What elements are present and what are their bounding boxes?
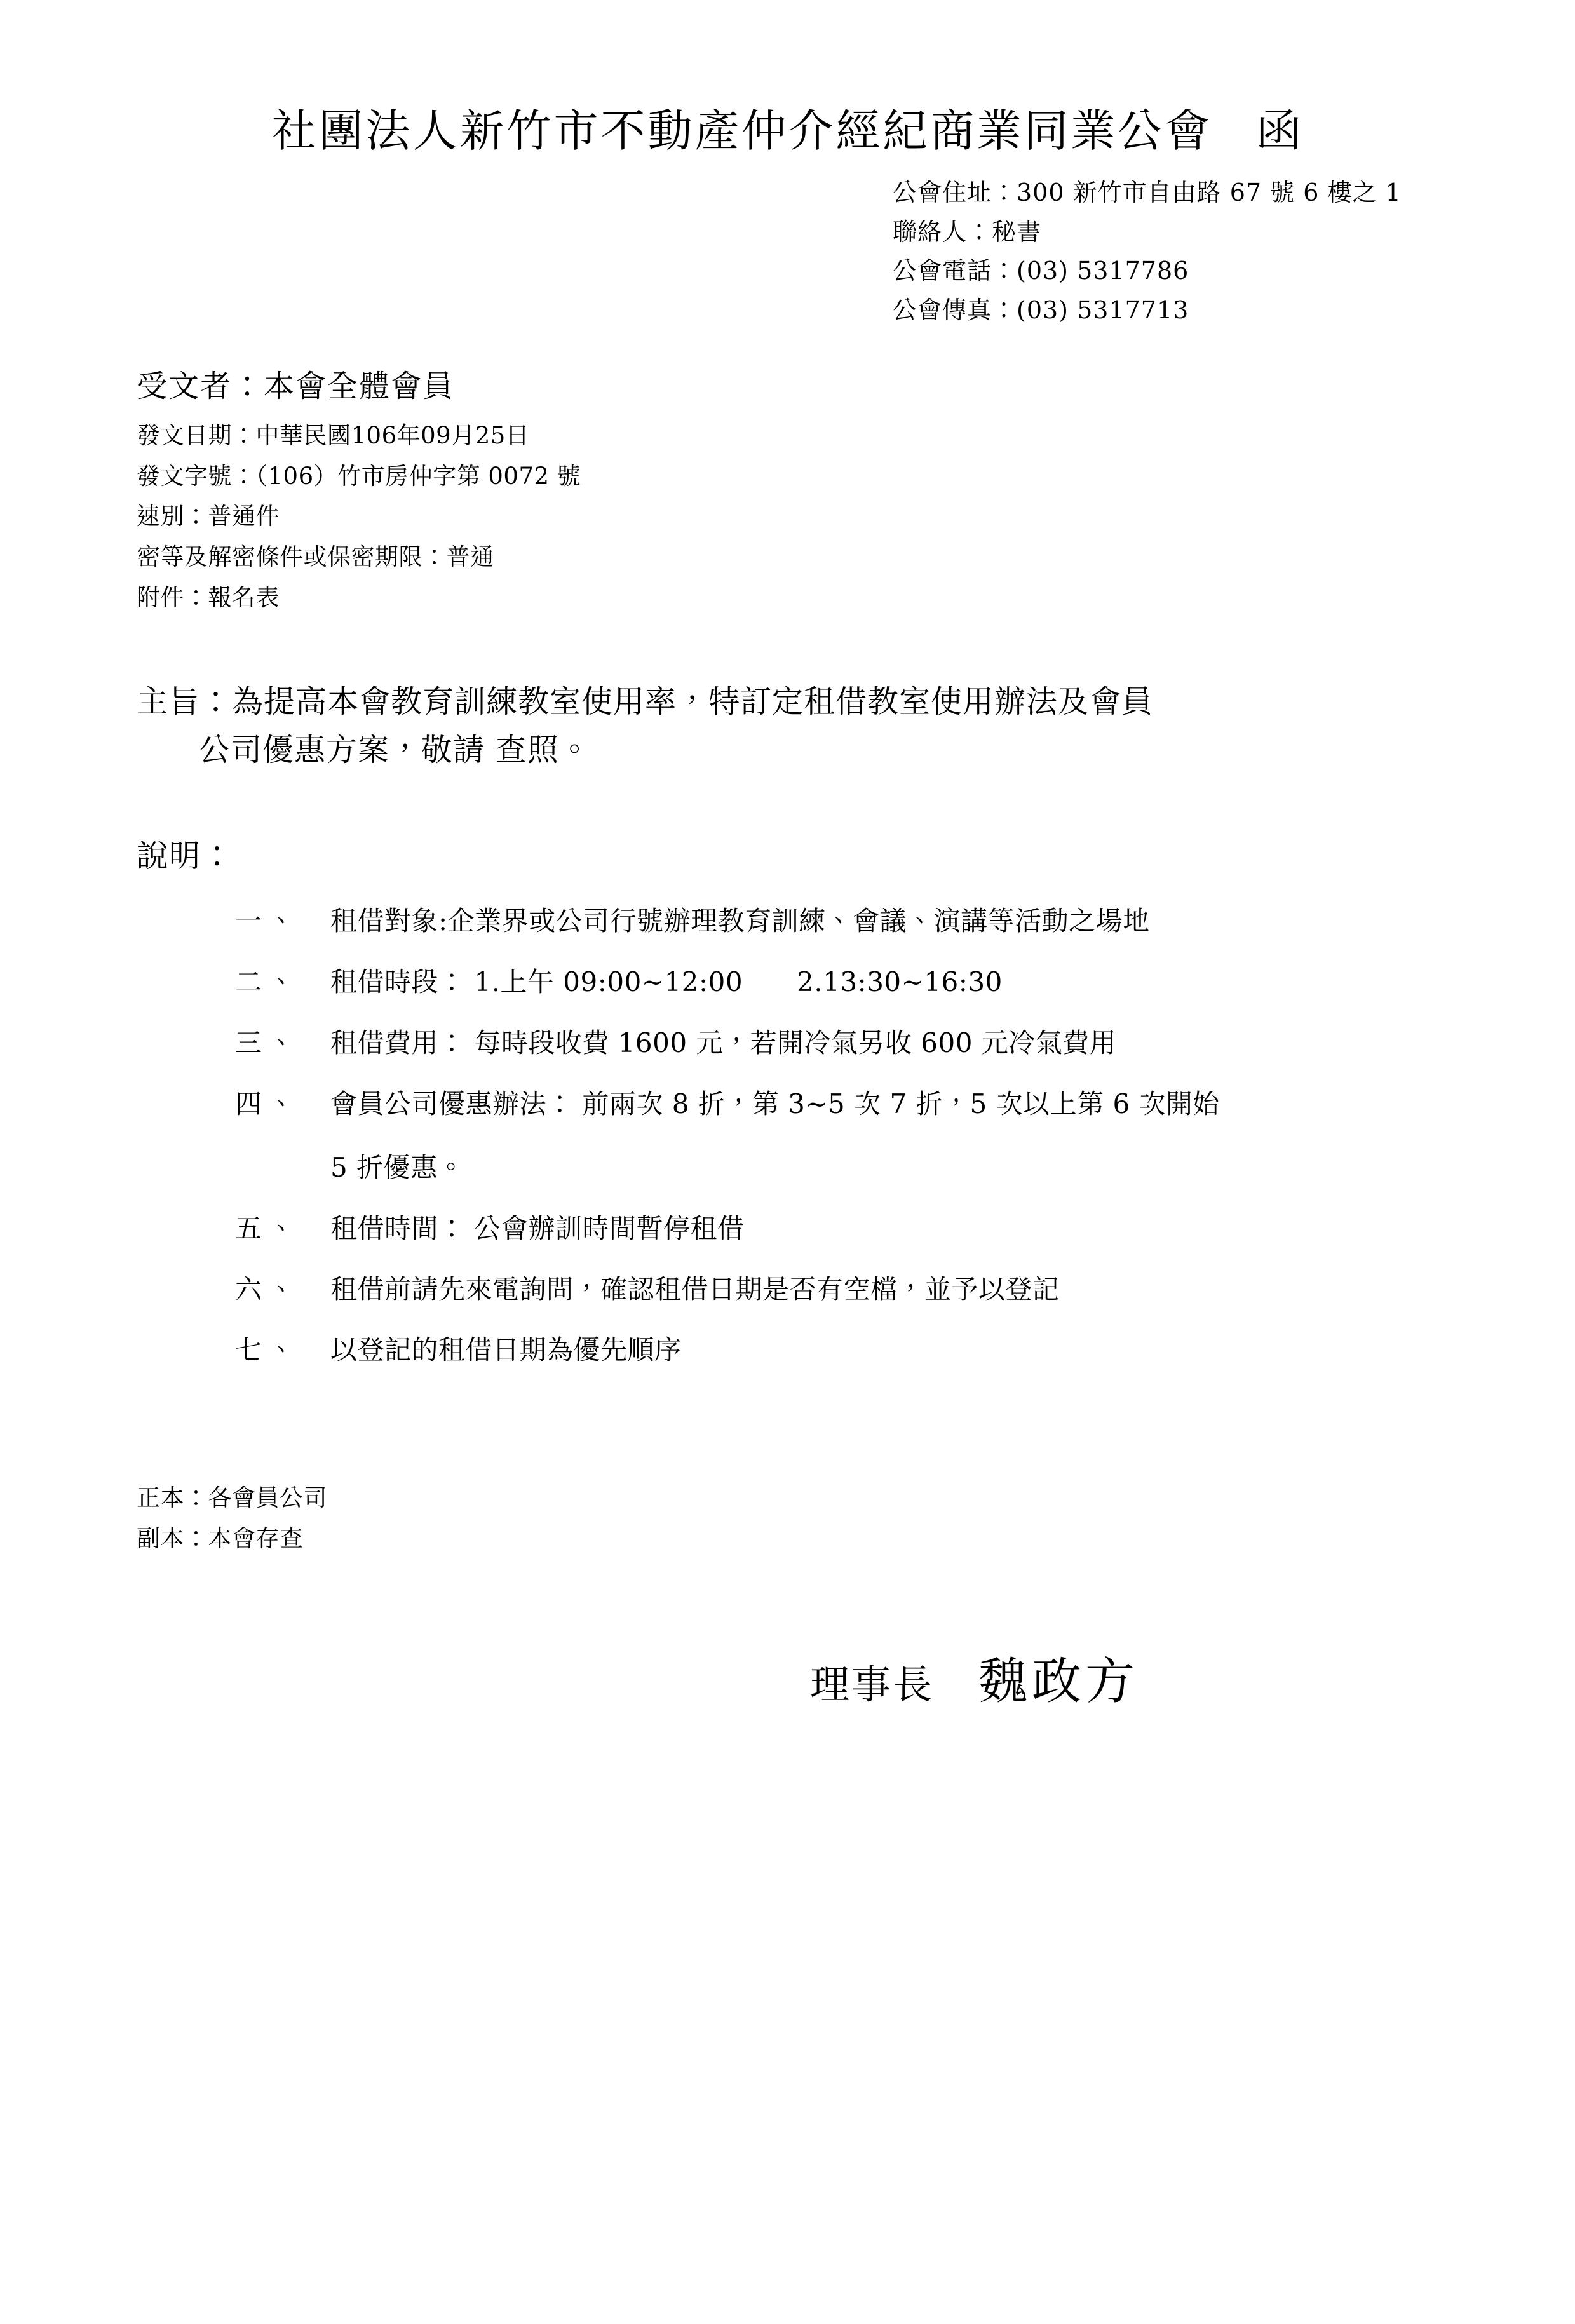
subject-text-1: 為提高本會教育訓練教室使用率，特訂定租借教室使用辦法及會員 [232, 684, 1154, 720]
document-kind: 函 [1256, 105, 1304, 157]
signature-block [810, 1642, 1438, 1713]
signature-title: 理事長 [810, 1661, 935, 1708]
document-meta [137, 415, 1438, 618]
list-item-text: 租借前請先來電詢問，確認租借日期是否有空檔，並予以登記 [330, 1273, 1060, 1305]
subject-section [137, 678, 1438, 774]
meta-issue-date: 發文日期：中華民國106年09月25日 [137, 422, 530, 450]
list-item [235, 1264, 1438, 1316]
list-item [235, 1017, 1438, 1069]
list-item [235, 956, 1438, 1008]
contact-fax: 公會傳真：(03) 5317713 [893, 295, 1189, 324]
recipient-line: 受文者：本會全體會員 [137, 368, 455, 405]
list-item-number: 七、 [235, 1334, 302, 1366]
meta-attachment: 附件：報名表 [137, 583, 280, 611]
subject-text-2: 公司優惠方案，敬請 查照。 [199, 732, 591, 769]
copies-block [137, 1478, 1438, 1558]
list-item [235, 1203, 1438, 1255]
document-page [0, 95, 1575, 2324]
contact-phone: 公會電話：(03) 5317786 [893, 257, 1189, 285]
list-item-text: 租借對象:企業界或公司行號辦理教育訓練、會議、演講等活動之場地 [330, 905, 1150, 937]
list-item [235, 895, 1438, 947]
meta-secrecy: 密等及解密條件或保密期限：普通 [137, 543, 494, 571]
meta-document-number: 發文字號：（106）竹市房仲字第 0072 號 [137, 462, 581, 490]
list-item-text-main: 會員公司優惠辦法： 前兩次 8 折，第 3~5 次 7 折，5 次以上第 6 次開始 [330, 1088, 1220, 1119]
list-item-text-continued: 5 折優惠。 [330, 1151, 465, 1183]
list-item-number: 四、 [235, 1088, 302, 1119]
list-item-text [330, 1078, 1438, 1194]
list-item-text: 以登記的租借日期為優先順序 [330, 1334, 682, 1366]
list-item-text: 租借費用： 每時段收費 1600 元，若開冷氣另收 600 元冷氣費用 [330, 1027, 1117, 1058]
list-item-number: 六、 [235, 1273, 302, 1305]
list-item [235, 1324, 1438, 1376]
explanation-label: 說明： [137, 838, 234, 875]
contact-block [893, 173, 1438, 330]
list-item-number: 三、 [235, 1027, 302, 1058]
document-title [137, 95, 1438, 159]
list-item-number: 二、 [235, 966, 302, 998]
list-item-text: 租借時間： 公會辦訓時間暫停租借 [330, 1212, 745, 1244]
copies-original: 正本：各會員公司 [137, 1484, 327, 1512]
subject-label: 主旨： [137, 684, 233, 720]
explanation-items [137, 895, 1438, 1376]
list-item-number: 五、 [235, 1212, 302, 1244]
subject-line-1 [137, 678, 1438, 726]
contact-address: 公會住址：300 新竹市自由路 67 號 6 樓之 1 [893, 179, 1402, 206]
signature-name: 魏政方 [978, 1652, 1139, 1710]
contact-person: 聯絡人：秘書 [893, 217, 1042, 246]
meta-speed: 速別：普通件 [137, 503, 280, 530]
list-item-number: 一、 [235, 905, 302, 937]
copies-duplicate: 副本：本會存查 [137, 1524, 304, 1552]
list-item [235, 1078, 1438, 1194]
organization-name: 社團法人新竹市不動產仲介經紀商業同業公會 [271, 105, 1212, 157]
list-item-text: 租借時段： 1.上午 09:00~12:00 2.13:30~16:30 [330, 966, 1003, 998]
